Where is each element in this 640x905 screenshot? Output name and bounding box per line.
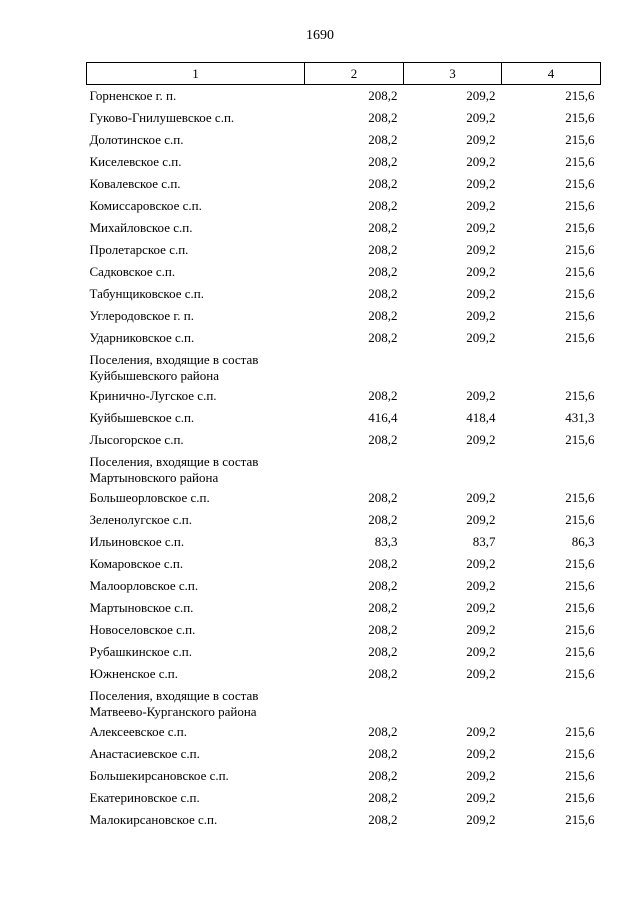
value-cell-col2: 208,2 <box>368 220 398 235</box>
value-cell-col2: 208,2 <box>368 286 398 301</box>
settlement-name-cell: Южненское с.п. <box>89 666 179 681</box>
settlement-name-cell: Зеленолугское с.п. <box>89 512 192 527</box>
value-cell-col4: 215,6 <box>565 512 595 527</box>
value-cell-col2: 208,2 <box>368 432 398 447</box>
value-cell-col3: 209,2 <box>466 88 496 103</box>
value-cell-col4: 215,6 <box>565 812 595 827</box>
settlement-name-cell: Екатериновское с.п. <box>89 790 200 805</box>
value-cell-col4: 215,6 <box>565 330 595 345</box>
value-cell-col4: 215,6 <box>565 724 595 739</box>
value-cell-col3: 209,2 <box>466 512 496 527</box>
table-header-row <box>87 63 601 85</box>
page-number: 1690 <box>306 28 334 43</box>
settlement-name-cell: Новоселовское с.п. <box>89 622 196 637</box>
value-cell-col3: 209,2 <box>466 578 496 593</box>
table-row <box>87 195 601 217</box>
settlement-name-cell: Киселевское с.п. <box>89 154 182 169</box>
settlement-name-cell: Большекирсановское с.п. <box>89 768 229 783</box>
value-cell-col2: 208,2 <box>368 644 398 659</box>
column-header-1: 1 <box>87 63 305 85</box>
value-cell-col3: 209,2 <box>466 790 496 805</box>
value-cell-col3: 209,2 <box>466 388 496 403</box>
value-cell-col4: 215,6 <box>565 556 595 571</box>
value-cell-col4: 86,3 <box>571 534 595 549</box>
section-heading-row <box>87 451 601 487</box>
empty-cell <box>404 451 502 487</box>
value-cell-col3: 209,2 <box>466 220 496 235</box>
settlement-name-cell: Ильиновское с.п. <box>89 534 185 549</box>
value-cell-col4: 215,6 <box>565 220 595 235</box>
value-cell-col3: 209,2 <box>466 242 496 257</box>
value-cell-col2: 208,2 <box>368 746 398 761</box>
empty-cell <box>502 451 601 487</box>
value-cell-col2: 208,2 <box>368 578 398 593</box>
settlement-name-cell: Кринично-Лугское с.п. <box>89 388 217 403</box>
value-cell-col4: 215,6 <box>565 790 595 805</box>
section-heading: Поселения, входящие в состав Куйбышевского района <box>89 352 259 383</box>
table-row <box>87 407 601 429</box>
value-cell-col2: 208,2 <box>368 330 398 345</box>
empty-cell <box>502 685 601 721</box>
table-row <box>87 429 601 451</box>
settlement-name-cell: Малокирсановское с.п. <box>89 812 218 827</box>
settlement-name-cell: Табунщиковское с.п. <box>89 286 204 301</box>
value-cell-col4: 215,6 <box>565 88 595 103</box>
settlement-name-cell: Большеорловское с.п. <box>89 490 210 505</box>
settlement-name-cell: Садковское с.п. <box>89 264 176 279</box>
value-cell-col2: 208,2 <box>368 154 398 169</box>
value-cell-col3: 418,4 <box>466 410 496 425</box>
settlement-name-cell: Ковалевское с.п. <box>89 176 181 191</box>
value-cell-col3: 209,2 <box>466 154 496 169</box>
table-row <box>87 151 601 173</box>
value-cell-col3: 209,2 <box>466 644 496 659</box>
table-row <box>87 261 601 283</box>
settlement-name-cell: Анастасиевское с.п. <box>89 746 200 761</box>
value-cell-col2: 208,2 <box>368 198 398 213</box>
table-row <box>87 239 601 261</box>
table-row <box>87 743 601 765</box>
value-cell-col4: 215,6 <box>565 286 595 301</box>
value-cell-col4: 215,6 <box>565 432 595 447</box>
empty-cell <box>305 451 404 487</box>
value-cell-col2: 208,2 <box>368 812 398 827</box>
section-heading: Поселения, входящие в состав Матвеево-Курганского района <box>89 688 259 719</box>
table-row <box>87 509 601 531</box>
value-cell-col4: 215,6 <box>565 242 595 257</box>
value-cell-col4: 215,6 <box>565 768 595 783</box>
value-cell-col4: 215,6 <box>565 154 595 169</box>
value-cell-col2: 83,3 <box>374 534 398 549</box>
settlement-name-cell: Горненское г. п. <box>89 88 177 103</box>
settlement-name-cell: Углеродовское г. п. <box>89 308 194 323</box>
table-row <box>87 809 601 831</box>
value-cell-col2: 416,4 <box>368 410 398 425</box>
value-cell-col2: 208,2 <box>368 724 398 739</box>
value-cell-col3: 209,2 <box>466 264 496 279</box>
settlement-name-cell: Ударниковское с.п. <box>89 330 195 345</box>
empty-cell <box>404 349 502 385</box>
value-cell-col3: 209,2 <box>466 198 496 213</box>
column-header-3: 3 <box>404 63 502 85</box>
value-cell-col4: 215,6 <box>565 490 595 505</box>
value-cell-col2: 208,2 <box>368 600 398 615</box>
empty-cell <box>305 349 404 385</box>
value-cell-col3: 209,2 <box>466 308 496 323</box>
table-row <box>87 283 601 305</box>
value-cell-col3: 209,2 <box>466 622 496 637</box>
value-cell-col4: 215,6 <box>565 746 595 761</box>
value-cell-col3: 209,2 <box>466 666 496 681</box>
column-header-2: 2 <box>305 63 404 85</box>
value-cell-col4: 215,6 <box>565 198 595 213</box>
empty-cell <box>502 349 601 385</box>
column-header-4: 4 <box>502 63 601 85</box>
value-cell-col2: 208,2 <box>368 666 398 681</box>
value-cell-col3: 209,2 <box>466 330 496 345</box>
value-cell-col2: 208,2 <box>368 110 398 125</box>
settlement-name-cell: Михайловское с.п. <box>89 220 193 235</box>
value-cell-col3: 209,2 <box>466 812 496 827</box>
value-cell-col4: 215,6 <box>565 176 595 191</box>
table-row <box>87 327 601 349</box>
value-cell-col2: 208,2 <box>368 622 398 637</box>
value-cell-col4: 215,6 <box>565 132 595 147</box>
value-cell-col4: 215,6 <box>565 644 595 659</box>
table-row <box>87 385 601 407</box>
value-cell-col3: 209,2 <box>466 746 496 761</box>
value-cell-col4: 215,6 <box>565 666 595 681</box>
value-cell-col3: 209,2 <box>466 286 496 301</box>
data-table <box>86 62 601 831</box>
table-row <box>87 641 601 663</box>
empty-cell <box>305 685 404 721</box>
settlement-name-cell: Комиссаровское с.п. <box>89 198 202 213</box>
settlement-name-cell: Алексеевское с.п. <box>89 724 187 739</box>
value-cell-col2: 208,2 <box>368 388 398 403</box>
table-row <box>87 107 601 129</box>
settlement-name-cell: Куйбышевское с.п. <box>89 410 195 425</box>
value-cell-col2: 208,2 <box>368 512 398 527</box>
table-row <box>87 597 601 619</box>
table-row <box>87 721 601 743</box>
table-row <box>87 217 601 239</box>
settlement-name-cell: Пролетарское с.п. <box>89 242 189 257</box>
table-row <box>87 787 601 809</box>
value-cell-col4: 215,6 <box>565 264 595 279</box>
value-cell-col4: 215,6 <box>565 622 595 637</box>
settlement-name-cell: Рубашкинское с.п. <box>89 644 193 659</box>
table-row <box>87 765 601 787</box>
value-cell-col2: 208,2 <box>368 308 398 323</box>
value-cell-col4: 431,3 <box>565 410 595 425</box>
value-cell-col4: 215,6 <box>565 308 595 323</box>
table-row <box>87 575 601 597</box>
value-cell-col2: 208,2 <box>368 490 398 505</box>
value-cell-col2: 208,2 <box>368 556 398 571</box>
value-cell-col2: 208,2 <box>368 768 398 783</box>
value-cell-col2: 208,2 <box>368 132 398 147</box>
value-cell-col2: 208,2 <box>368 242 398 257</box>
table-row <box>87 129 601 151</box>
table-row <box>87 619 601 641</box>
value-cell-col3: 209,2 <box>466 768 496 783</box>
table-row <box>87 663 601 685</box>
settlement-name-cell: Малоорловское с.п. <box>89 578 199 593</box>
section-heading-row <box>87 349 601 385</box>
empty-cell <box>404 685 502 721</box>
table-row <box>87 487 601 509</box>
value-cell-col3: 209,2 <box>466 600 496 615</box>
settlement-name-cell: Гуково-Гнилушевское с.п. <box>89 110 235 125</box>
value-cell-col3: 209,2 <box>466 110 496 125</box>
value-cell-col3: 209,2 <box>466 490 496 505</box>
section-heading-row <box>87 685 601 721</box>
value-cell-col3: 209,2 <box>466 132 496 147</box>
value-cell-col3: 83,7 <box>472 534 496 549</box>
value-cell-col2: 208,2 <box>368 176 398 191</box>
settlement-name-cell: Лысогорское с.п. <box>89 432 184 447</box>
settlement-name-cell: Долотинское с.п. <box>89 132 184 147</box>
value-cell-col3: 209,2 <box>466 556 496 571</box>
value-cell-col2: 208,2 <box>368 264 398 279</box>
value-cell-col3: 209,2 <box>466 724 496 739</box>
value-cell-col3: 209,2 <box>466 176 496 191</box>
table-row <box>87 173 601 195</box>
value-cell-col4: 215,6 <box>565 600 595 615</box>
value-cell-col2: 208,2 <box>368 88 398 103</box>
value-cell-col4: 215,6 <box>565 110 595 125</box>
table-header <box>87 63 601 85</box>
table-body <box>87 85 601 832</box>
table-row <box>87 85 601 108</box>
table-row <box>87 553 601 575</box>
settlement-name-cell: Мартыновское с.п. <box>89 600 194 615</box>
table-row <box>87 531 601 553</box>
value-cell-col2: 208,2 <box>368 790 398 805</box>
value-cell-col3: 209,2 <box>466 432 496 447</box>
table-row <box>87 305 601 327</box>
settlement-name-cell: Комаровское с.п. <box>89 556 184 571</box>
value-cell-col4: 215,6 <box>565 578 595 593</box>
value-cell-col4: 215,6 <box>565 388 595 403</box>
section-heading: Поселения, входящие в состав Мартыновского района <box>89 454 259 485</box>
